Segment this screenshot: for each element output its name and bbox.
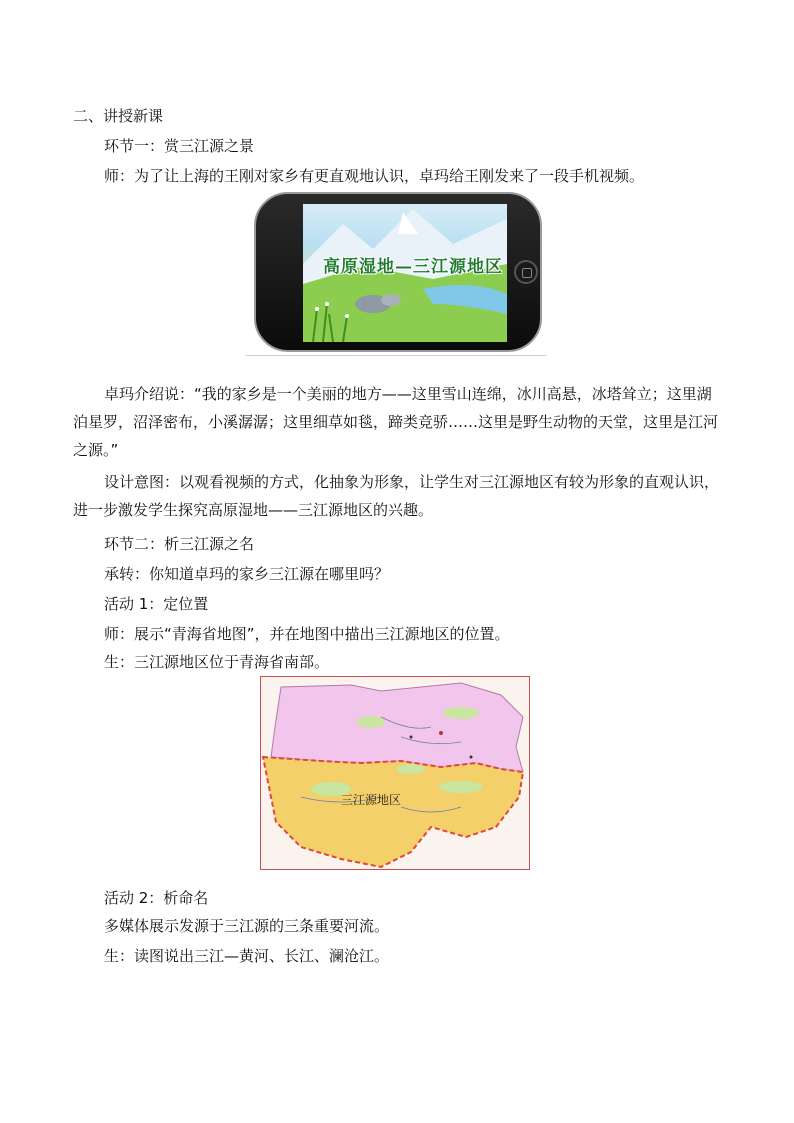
section-title: 二、讲授新课 [73, 107, 164, 125]
phone-underline [246, 355, 546, 356]
home-button-icon [514, 260, 538, 284]
step1-title: 环节一：赏三江源之景 [104, 137, 255, 155]
teacher-line-2: 师：展示“青海省地图”，并在地图中描出三江源地区的位置。 [104, 625, 510, 643]
step2-title: 环节二：析三江源之名 [104, 535, 255, 553]
map-label-sanjiangyuan: 三江源地区 [341, 793, 402, 807]
transition-line: 承转：你知道卓玛的家乡三江源在哪里吗？ [104, 565, 390, 583]
province-map-graphic [261, 677, 530, 870]
qinghai-map [260, 676, 530, 870]
video-screen [303, 204, 507, 342]
activity-2: 活动 2：析命名 [104, 889, 209, 907]
teacher-line-1: 师：为了让上海的王刚对家乡有更直观地认识，卓玛给王刚发来了一段手机视频。 [104, 167, 645, 185]
activity-1: 活动 1：定位置 [104, 595, 209, 613]
media-line: 多媒体展示发源于三江源的三条重要河流。 [104, 917, 390, 935]
student-line-1: 生：三江源地区位于青海省南部。 [104, 653, 330, 671]
phone-body [254, 192, 542, 352]
student-line-2: 生：读图说出三江—黄河、长江、澜沧江。 [104, 947, 390, 965]
zhuoma-intro-paragraph: 卓玛介绍说：“我的家乡是一个美丽的地方——这里雪山连绵，冰川高悬，冰塔耸立；这里湖泊星罗，沼泽密布，小溪潺潺；这里细草如毯，蹄类竞骄……这里是野生动物的天堂，这里是江河之源。” [73, 385, 719, 459]
video-title: 高原湿地—三江源地区 [323, 257, 503, 277]
design-intent-paragraph: 设计意图：以观看视频的方式，化抽象为形象，让学生对三江源地区有较为形象的直观认识，进一步激发学生探究高原湿地——三江源地区的兴趣。 [73, 473, 720, 519]
phone-video-image [246, 192, 546, 358]
